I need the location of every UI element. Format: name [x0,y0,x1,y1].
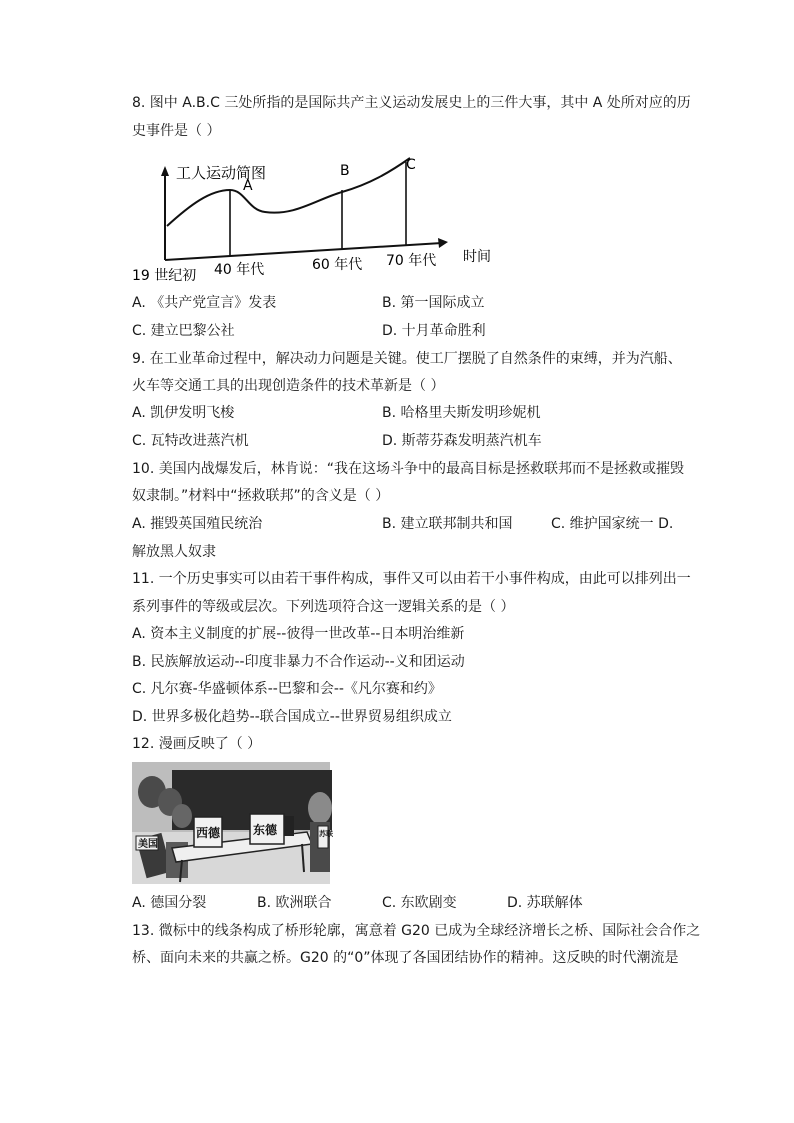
q9-option-d[interactable]: D. 斯蒂芬森发明蒸汽机车 [382,433,542,449]
cartoon-label-east-germany: 东德 [253,823,278,837]
q8-stem-line1: 8. 图中 A.B.C 三处所指的是国际共产主义运动发展史上的三件大事，其中 A 处所对应的历 [132,95,691,111]
q11-option-c[interactable]: C. 凡尔赛-华盛顿体系--巴黎和会--《凡尔赛和约》 [132,681,442,697]
q11-option-b[interactable]: B. 民族解放运动--印度非暴力不合作运动--义和团运动 [132,654,465,670]
point-label-a: A [243,178,253,194]
q12-stem-line1: 12. 漫画反映了（ ） [132,736,262,752]
point-label-b: B [340,163,350,179]
chart-title: 工人运动简图 [176,164,267,182]
y-axis-arrow [161,166,169,176]
q12-option-d[interactable]: D. 苏联解体 [507,895,583,911]
q11-stem-line1: 11. 一个历史事实可以由若干事件构成，事件又可以由若干小事件构成，由此可以排列出一 [132,571,691,587]
q10-option-d[interactable]: 解放黑人奴隶 [132,544,216,560]
q10-option-b[interactable]: B. 建立联邦制共和国 [382,516,513,532]
q9-stem-line2: 火车等交通工具的出现创造条件的技术革新是（ ） [132,378,445,394]
cartoon-label-ussr: 苏联 [319,830,333,838]
q9-option-a[interactable]: A. 凯伊发明飞梭 [132,405,235,421]
q10-option-c[interactable]: C. 维护国家统一 D. [551,516,674,532]
tick-label-3: 60 年代 [312,257,363,273]
x-axis-arrow [438,238,448,248]
q8-option-b[interactable]: B. 第一国际成立 [382,295,485,311]
cartoon-drawing [132,762,333,884]
q9-stem-line1: 9. 在工业革命过程中，解决动力问题是关键。使工厂摆脱了自然条件的束缚，并为汽船、 [132,351,682,367]
q11-stem-line2: 系列事件的等级或层次。下列选项符合这一逻辑关系的是（ ） [132,599,515,615]
q10-option-a[interactable]: A. 摧毁英国殖民统治 [132,516,263,532]
q13-stem-line2: 桥、面向未来的共赢之桥。G20 的“0”体现了各国团结协作的精神。这反映的时代潮流是 [132,950,679,966]
q11-option-d[interactable]: D. 世界多极化趋势--联合国成立--世界贸易组织成立 [132,709,452,725]
q8-option-a[interactable]: A. 《共产党宣言》发表 [132,295,277,311]
tick-label-4: 70 年代 [386,253,437,269]
q10-stem-line1: 10. 美国内战爆发后，林肯说：“我在这场斗争中的最高目标是拯救联邦而不是拯救或摧毁 [132,461,684,477]
q10-stem-line2: 奴隶制。”材料中“拯救联邦”的含义是（ ） [132,488,390,504]
tick-label-2: 40 年代 [214,262,265,278]
q13-stem-line1: 13. 微标中的线条构成了桥形轮廓，寓意着 G20 已成为全球经济增长之桥、国际社会合作之 [132,923,701,939]
cartoon-label-west-germany: 西德 [196,826,221,840]
q8-option-c[interactable]: C. 建立巴黎公社 [132,323,235,339]
workers-movement-chart [130,150,510,285]
cartoon-label-usa: 美国 [138,839,158,850]
q8-stem-line2: 史事件是（ ） [132,123,221,139]
q8-option-d[interactable]: D. 十月革命胜利 [382,323,486,339]
q11-option-a[interactable]: A. 资本主义制度的扩展--彼得一世改革--日本明治维新 [132,626,465,642]
q9-option-b[interactable]: B. 哈格里夫斯发明珍妮机 [382,405,541,421]
q9-option-c[interactable]: C. 瓦特改进蒸汽机 [132,433,249,449]
x-axis-label: 时间 [463,249,491,265]
q12-option-b[interactable]: B. 欧洲联合 [257,895,332,911]
cartoon-image [132,762,333,884]
point-label-c: C [406,157,416,173]
tick-label-1: 19 世纪初 [132,268,197,284]
q12-option-a[interactable]: A. 德国分裂 [132,895,207,911]
q12-option-c[interactable]: C. 东欧剧变 [382,895,457,911]
